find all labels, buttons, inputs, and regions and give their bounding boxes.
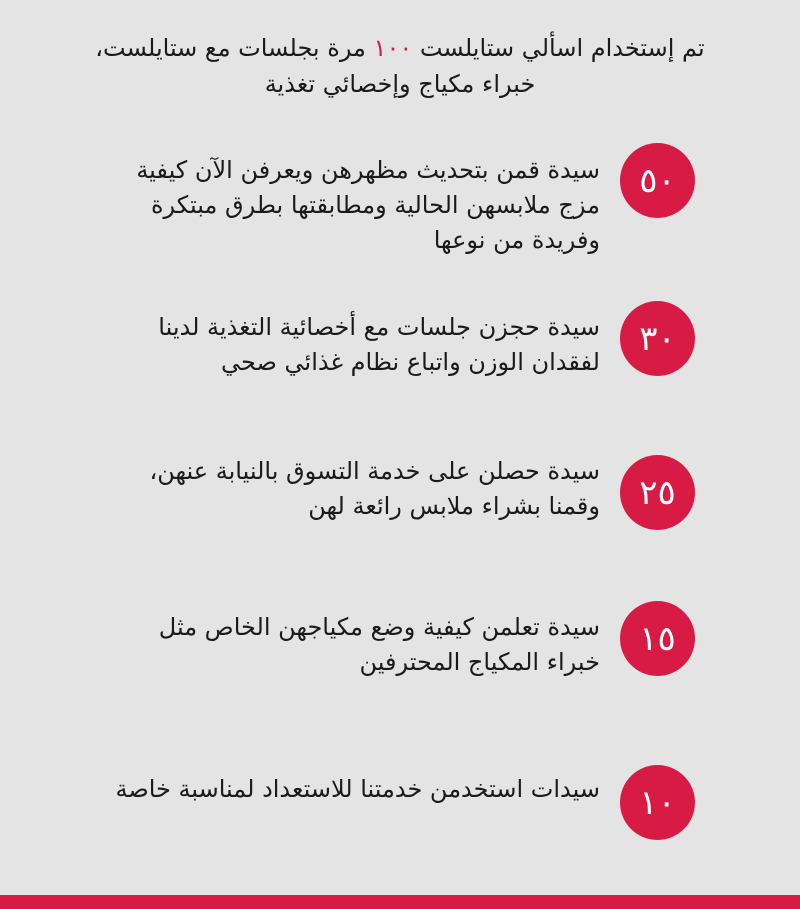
stat-number-badge: ٢٥	[620, 455, 695, 530]
intro-heading	[80, 30, 720, 102]
stat-number-badge: ١٠	[620, 765, 695, 840]
stat-number-badge: ١٥	[620, 601, 695, 676]
intro-text-start: تم إستخدام اسألي ستايلست	[412, 34, 705, 62]
intro-highlight-number: ١٠٠	[373, 34, 413, 62]
stat-description: سيدات استخدمن خدمتنا للاستعداد لمناسبة خاصة	[115, 775, 600, 803]
stat-number-badge: ٣٠	[620, 301, 695, 376]
stat-number-badge: ٥٠	[620, 143, 695, 218]
intro-text-end: مرة بجلسات مع ستايلست، خبراء مكياج وإخصائي تغذية	[95, 34, 536, 98]
stat-description: سيدة حصلن على خدمة التسوق بالنيابة عنهن، وقمنا بشراء ملابس رائعة لهن	[149, 457, 600, 520]
stat-description: سيدة قمن بتحديث مظهرهن ويعرفن الآن كيفية مزج ملابسهن الحالية ومطابقتها بطرق مبتكرة وفريدة من نوعها	[136, 156, 600, 254]
stat-description: سيدة تعلمن كيفية وضع مكياجهن الخاص مثل خبراء المكياج المحترفين	[158, 613, 600, 676]
stat-description: سيدة حجزن جلسات مع أخصائية التغذية لدينا لفقدان الوزن واتباع نظام غذائي صحي	[158, 313, 600, 376]
bottom-accent-bar	[0, 895, 800, 909]
